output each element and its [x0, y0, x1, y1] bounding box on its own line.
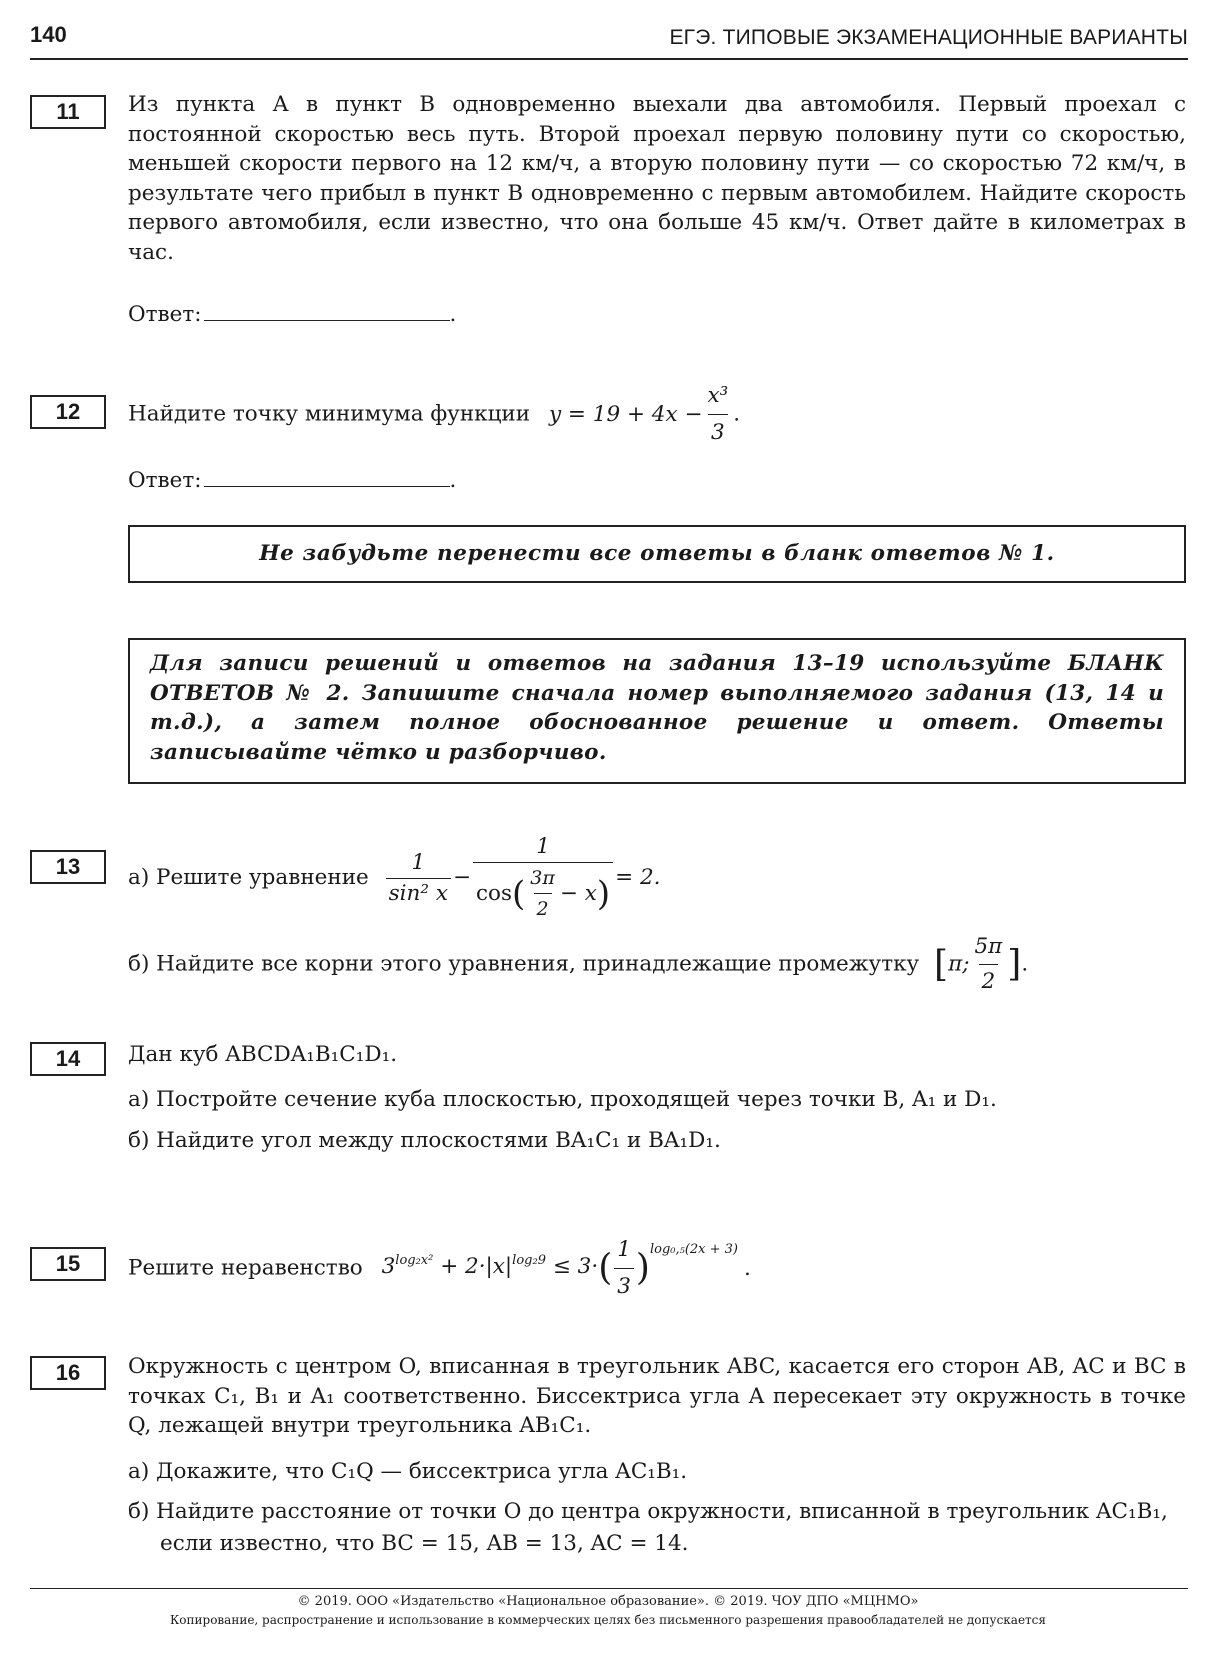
interval-right-fraction [971, 930, 1005, 999]
base: 3 [381, 1254, 396, 1279]
task-12-statement: Найдите точку минимума функции y = 19 + 4x − $\frac{\text{x³}}{3}$ . [128, 378, 740, 451]
footer-notice: Копирование, распространение и использование в коммерческих целях без письменного разрешения правообладателей не допускается [170, 1613, 1046, 1627]
task-13-part-a: а) Решите уравнение $\frac{1}{\text{sin² x}}$ − 1 cos ( $\frac{3\pi}{2}$ − x ) = 2. [128, 832, 660, 924]
task-16-number: 16 [30, 1356, 106, 1390]
exponent-3: log₀,₅(2x + 3) [649, 1241, 739, 1257]
exponent-1: log₂x² [395, 1253, 434, 1268]
task-12-number: 12 [30, 395, 106, 429]
task-15-statement: Решите неравенство $3^{log_2x^2} + 2\cdot|x|^{log_29} \le 3\cdot$( $\frac{1}{3}$ )$^{log_0,_5(2x + 3)}$. [128, 1232, 751, 1305]
task-14-part-b: б) Найдите угол между плоскостями BA₁C₁ и BA₁D₁. [128, 1128, 721, 1153]
fraction-numerator: 1 [411, 849, 426, 875]
task-11-text: Из пункта А в пункт В одновременно выехали два автомобиля. Первый проехал с постоянной скоростью весь путь. Второй проехал первую половину пути со скоростью, меньшей скорости первого на 12 км/ч, а вторую половину пути — со скоростью 72 км/ч, в результате чего прибыл в пункт В одновременно с первым автомобилем. Найдите скорость первого автомобиля, если известно, что она больше 45 км/ч. Ответ дайте в километрах в час. [128, 92, 1186, 265]
notice-answer-form-1: Не забудьте перенести все ответы в бланк ответов № 1. [128, 525, 1186, 583]
part-b-text: б) Найдите все корни этого уравнения, принадлежащие промежутку [128, 951, 920, 977]
middle-term: + 2·|x| [440, 1254, 513, 1279]
equation-rhs: = 2. [615, 865, 661, 890]
task-15-text: Решите неравенство [128, 1255, 363, 1281]
task-14-part-a: а) Постройте сечение куба плоскостью, проходящей через точки B, A₁ и D₁. [128, 1087, 997, 1112]
task-15-fraction [614, 1232, 634, 1305]
running-title: ЕГЭ. ТИПОВЫЕ ЭКЗАМЕНАЦИОННЫЕ ВАРИАНТЫ [669, 26, 1188, 49]
answer-label: Ответ: [128, 302, 202, 327]
header-rule [30, 58, 1188, 60]
inequality-sign: ≤ 3· [552, 1254, 599, 1279]
fraction-numerator: 5π [974, 934, 1003, 959]
task-11-number: 11 [30, 95, 106, 129]
inner-tail: − x [559, 880, 597, 906]
fraction-numerator: 1 [536, 834, 550, 859]
task-12-formula-lhs: y = 19 + 4x − [548, 401, 703, 427]
footer-rule [30, 1588, 1188, 1589]
task-14-number: 14 [30, 1042, 106, 1076]
fraction-denominator: cos ( $\frac{3\pi}{2}$ − x ) [473, 862, 613, 924]
answer-label: Ответ: [128, 468, 202, 493]
fraction-1 [386, 848, 451, 909]
task-12-answer: Ответ: . [128, 468, 457, 493]
inner-fraction [527, 863, 558, 924]
fraction-denominator: 2 [534, 893, 552, 924]
task-12-text: Найдите точку минимума функции [128, 401, 531, 427]
answer-blank [204, 300, 450, 321]
exponent-2: log₂9 [512, 1253, 546, 1268]
fraction-2 [473, 832, 613, 924]
task-16-part-b: б) Найдите расстояние от точки O до центра окружности, вписанной в треугольник AC₁B₁, [128, 1499, 1168, 1524]
answer-blank [204, 466, 450, 487]
task-15-number: 15 [30, 1247, 106, 1281]
notice-answer-form-2: Для записи решений и ответов на задания 13–19 используйте БЛАНК ОТВЕТОВ № 2. Запишите сначала номер выполняемого задания (13, 14 и т.д.), а затем полное обоснованное решение и ответ. Ответы записывайте чётко и разборчиво. [128, 638, 1186, 784]
task-16-text: Окружность с центром O, вписанная в треугольник ABC, касается его сторон AB, AC и BC в точках C₁, B₁ и A₁ соответственно. Биссектриса угла A пересекает эту окружность в точке Q, лежащей внутри треугольника AB₁C₁. [128, 1354, 1186, 1438]
task-12-fraction [704, 378, 731, 451]
fraction-numerator: x³ [707, 383, 729, 408]
task-16-part-b-cont: если известно, что BC = 15, AB = 13, AC = 14. [160, 1531, 689, 1556]
task-16-part-a: а) Докажите, что C₁Q — биссектриса угла AC₁B₁. [128, 1459, 688, 1484]
cos-label: cos [475, 880, 513, 906]
page-number: 140 [30, 22, 67, 47]
task-14-intro: Дан куб ABCDA₁B₁C₁D₁. [128, 1042, 398, 1067]
period: . [744, 1255, 751, 1281]
footer-copyright: © 2019. ООО «Издательство «Национальное образование». © 2019. ЧОУ ДПО «МЦНМО» [297, 1594, 919, 1609]
fraction-denominator: 2 [979, 964, 999, 999]
task-13-number: 13 [30, 850, 106, 884]
task-11-answer: Ответ: . [128, 302, 457, 327]
fraction-denominator: sin² x [386, 878, 451, 909]
task-13-part-b: б) Найдите все корни этого уравнения, принадлежащие промежутку [π; $\frac{5\pi}{2}$ ]. [128, 930, 1028, 999]
fraction-numerator: 1 [617, 1237, 631, 1262]
interval-left: π; [948, 951, 970, 977]
part-a-text: а) Решите уравнение [128, 865, 369, 890]
fraction-denominator: 3 [614, 1268, 634, 1305]
fraction-denominator: 3 [708, 414, 728, 451]
fraction-numerator: 3π [530, 867, 555, 889]
